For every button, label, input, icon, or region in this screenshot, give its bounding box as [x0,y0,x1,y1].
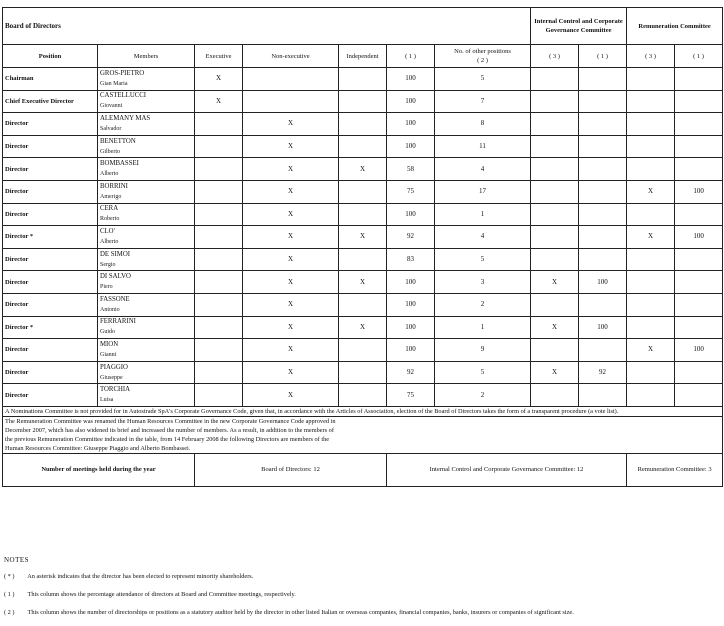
other-positions-cell: 17 [435,180,531,203]
independent-cell [339,339,387,362]
executive-header: Executive [195,45,243,68]
board-of-directors-table [2,7,723,487]
non-executive-cell: X [243,180,339,203]
independent-cell: X [339,226,387,249]
non-executive-cell: X [243,226,339,249]
member-surname: CASTELLUCCI [100,92,147,100]
executive-cell [195,180,243,203]
position-cell: Chief Executive Director [3,90,98,113]
member-given-name: Luisa [100,397,114,404]
member-given-name: Giovanni [100,103,123,110]
attendance-cell: 100 [387,271,435,294]
ic-attendance-cell: 100 [579,271,627,294]
ic-attendance-cell [579,135,627,158]
independent-cell [339,90,387,113]
ic-membership-cell [531,68,579,91]
rem-membership-cell [627,113,675,136]
attendance-cell: 100 [387,90,435,113]
member-given-name: Antonio [100,306,120,313]
position-cell: Director [3,135,98,158]
remuneration-note-line: December 2007, which has also widened its brief and increased the number of members. As a result, in addition to the members of [5,426,334,434]
position-cell: Director * [3,316,98,339]
member-cell [98,203,195,226]
ic-membership-cell [531,180,579,203]
rem-attendance-header: ( 1 ) [675,45,723,68]
member-given-name: Salvador [100,125,122,132]
director-row [3,248,723,271]
rem-membership-cell [627,135,675,158]
rem-attendance-cell [675,361,723,384]
director-row [3,316,723,339]
other-positions-cell: 9 [435,339,531,362]
rem-attendance-cell [675,384,723,407]
attendance-cell: 100 [387,203,435,226]
non-executive-cell: X [243,135,339,158]
executive-cell [195,293,243,316]
independent-cell [339,203,387,226]
ic-membership-cell: X [531,271,579,294]
executive-cell [195,316,243,339]
rem-attendance-cell [675,135,723,158]
member-cell [98,68,195,91]
member-cell [98,180,195,203]
note-1 [4,590,720,599]
remuneration-note-line: Human Resources Committee: Giuseppe Piaggio and Alberto Bombassei. [5,444,191,452]
rem-membership-cell [627,384,675,407]
director-row [3,384,723,407]
remuneration-note-line: The Remuneration Committee was renamed the Human Resources Committee in the new Corporate Governance Code approved in [5,417,336,425]
position-cell: Director [3,361,98,384]
attendance-cell: 100 [387,113,435,136]
non-executive-cell: X [243,384,339,407]
director-row [3,135,723,158]
position-cell: Director [3,203,98,226]
member-cell [98,271,195,294]
ic-membership-cell [531,158,579,181]
member-given-name: Gianni [100,351,117,358]
position-cell: Director [3,293,98,316]
position-cell: Chairman [3,68,98,91]
member-cell [98,226,195,249]
other-positions-cell: 1 [435,203,531,226]
attendance-cell: 100 [387,293,435,316]
rem-attendance-cell [675,316,723,339]
notes-section [4,556,720,626]
ic-attendance-cell [579,203,627,226]
rem-membership-cell [627,248,675,271]
non-executive-cell [243,90,339,113]
member-surname: FASSONE [100,295,130,303]
ic-membership-cell: X [531,316,579,339]
non-executive-cell: X [243,339,339,362]
rem-attendance-cell [675,158,723,181]
attendance-cell: 83 [387,248,435,271]
other-positions-header-line1: No. of other positions [454,48,511,55]
rem-attendance-cell [675,293,723,316]
board-meetings: Board of Directors: 12 [195,453,387,486]
independent-cell [339,135,387,158]
member-cell [98,339,195,362]
rem-membership-cell [627,293,675,316]
independent-cell: X [339,271,387,294]
executive-cell [195,113,243,136]
position-cell: Director [3,339,98,362]
position-cell: Director [3,158,98,181]
attendance-cell: 75 [387,180,435,203]
rem-attendance-cell [675,248,723,271]
ic-membership-cell [531,113,579,136]
independent-cell: X [339,316,387,339]
executive-cell [195,226,243,249]
other-positions-cell: 8 [435,113,531,136]
rem-membership-cell [627,361,675,384]
member-cell [98,135,195,158]
non-executive-cell: X [243,316,339,339]
independent-cell [339,113,387,136]
remuneration-note [3,416,723,453]
notes-title: NOTES [4,556,30,564]
ic-attendance-cell [579,90,627,113]
director-row [3,293,723,316]
rem-attendance-cell: 100 [675,180,723,203]
member-surname: CERA [100,205,119,213]
member-given-name: Guido [100,329,115,336]
director-row [3,361,723,384]
ic-attendance-cell [579,293,627,316]
rem-membership-cell: X [627,339,675,362]
other-positions-cell: 5 [435,248,531,271]
meetings-label: Number of meetings held during the year [3,453,195,486]
ic-attendance-cell [579,158,627,181]
executive-cell [195,203,243,226]
internal-control-committee-title: Internal Control and Corporate Governance Committee [531,8,627,45]
rem-attendance-cell: 100 [675,226,723,249]
executive-cell [195,384,243,407]
note-mark: ( 1 ) [4,591,15,598]
attendance-cell: 58 [387,158,435,181]
member-surname: BOMBASSEI [100,160,139,168]
director-row [3,90,723,113]
remuneration-note-line: the previous Remuneration Committee indicated in the table, from 14 February 2008 the following Directors are members of the [5,435,330,443]
director-row [3,339,723,362]
non-executive-cell: X [243,158,339,181]
ic-attendance-cell: 100 [579,316,627,339]
member-surname: DE SIMOI [100,250,131,258]
members-header: Members [98,45,195,68]
other-positions-cell: 4 [435,226,531,249]
table-title-row [3,8,723,45]
ic-membership-cell [531,226,579,249]
rem-attendance-cell [675,68,723,91]
rem-attendance-cell [675,113,723,136]
attendance-header: ( 1 ) [387,45,435,68]
member-surname: BORRINI [100,182,128,190]
member-given-name: Amerigo [100,193,122,200]
ic-membership-cell [531,203,579,226]
note-text: This column shows the number of directorships or positions as a statutory auditor held by the director in other listed Italian or overseas companies, financial companies, banks, insurers or companies of significant size. [27,609,574,616]
other-positions-cell: 3 [435,271,531,294]
member-given-name: Roberto [100,216,120,223]
non-executive-header: Non-executive [243,45,339,68]
note-mark: ( * ) [4,573,15,580]
member-surname: PIAGGIO [100,363,128,371]
member-surname: GROS-PIETRO [100,69,145,77]
member-cell [98,361,195,384]
position-header: Position [3,45,98,68]
member-cell [98,384,195,407]
member-surname: ALEMANY MAS [100,114,151,122]
other-positions-cell: 7 [435,90,531,113]
member-surname: CLO' [100,227,115,235]
attendance-cell: 100 [387,135,435,158]
executive-cell [195,135,243,158]
ic-attendance-cell: 92 [579,361,627,384]
other-positions-cell: 2 [435,384,531,407]
rem-attendance-cell [675,90,723,113]
attendance-cell: 75 [387,384,435,407]
meetings-row [3,453,723,486]
rem-membership-cell [627,271,675,294]
director-row [3,271,723,294]
member-cell [98,316,195,339]
independent-cell [339,293,387,316]
executive-cell [195,271,243,294]
attendance-cell: 92 [387,226,435,249]
non-executive-cell: X [243,361,339,384]
member-surname: BENETTON [100,137,136,145]
note-asterisk [4,572,720,581]
director-row [3,158,723,181]
rem-membership-header: ( 3 ) [627,45,675,68]
ic-attendance-cell [579,226,627,249]
position-cell: Director [3,248,98,271]
member-cell [98,248,195,271]
member-given-name: Sergio [100,261,116,268]
director-row [3,68,723,91]
independent-cell [339,248,387,271]
rem-membership-cell [627,68,675,91]
attendance-cell: 100 [387,68,435,91]
other-positions-cell: 2 [435,293,531,316]
director-row [3,226,723,249]
position-cell: Director [3,113,98,136]
ic-attendance-cell [579,180,627,203]
member-surname: FERRARINI [100,318,136,326]
member-given-name: Alberto [100,238,119,245]
member-given-name: Giuseppe [100,374,123,381]
position-cell: Director [3,271,98,294]
ic-membership-cell: X [531,361,579,384]
note-mark: ( 2 ) [4,609,15,616]
executive-cell: X [195,68,243,91]
rem-membership-cell [627,316,675,339]
member-cell [98,113,195,136]
position-cell: Director * [3,226,98,249]
executive-cell [195,339,243,362]
position-cell: Director [3,384,98,407]
non-executive-cell: X [243,113,339,136]
rem-membership-cell: X [627,180,675,203]
executive-cell [195,158,243,181]
other-positions-cell: 4 [435,158,531,181]
rem-membership-cell [627,90,675,113]
internal-control-meetings: Internal Control and Corporate Governance Committee: 12 [387,453,627,486]
attendance-cell: 92 [387,361,435,384]
ic-attendance-cell [579,113,627,136]
independent-cell [339,180,387,203]
member-given-name: Gian Maria [100,80,128,87]
ic-membership-cell [531,248,579,271]
rem-attendance-cell [675,203,723,226]
independent-cell [339,384,387,407]
note-2 [4,608,720,617]
rem-attendance-cell: 100 [675,339,723,362]
independent-cell [339,361,387,384]
member-cell [98,158,195,181]
other-positions-cell: 11 [435,135,531,158]
member-surname: TORCHIA [100,386,131,394]
other-positions-cell: 5 [435,68,531,91]
executive-cell: X [195,90,243,113]
board-title: Board of Directors [3,8,531,45]
director-row [3,180,723,203]
non-executive-cell: X [243,271,339,294]
ic-membership-cell [531,293,579,316]
remuneration-note-row [3,416,723,453]
ic-membership-cell [531,90,579,113]
non-executive-cell [243,68,339,91]
member-surname: DI SALVO [100,273,131,281]
column-header-row [3,45,723,68]
rem-membership-cell [627,203,675,226]
member-given-name: Alberto [100,171,119,178]
rem-membership-cell: X [627,226,675,249]
independent-header: Independent [339,45,387,68]
ic-attendance-cell [579,339,627,362]
rem-membership-cell [627,158,675,181]
rem-attendance-cell [675,271,723,294]
other-positions-header [435,45,531,68]
nominations-note: A Nominations Committee is not provided for in Autostrade SpA's Corporate Governance Code, given that, in accordance with the Articles of Association, election of the Board of Directors takes the form of a transparent procedure (a vote list). [3,406,723,416]
executive-cell [195,248,243,271]
ic-membership-cell [531,339,579,362]
remuneration-committee-title: Remuneration Committee [627,8,723,45]
member-given-name: Piero [100,284,113,291]
non-executive-cell: X [243,203,339,226]
ic-attendance-cell [579,248,627,271]
ic-membership-cell [531,135,579,158]
ic-attendance-cell [579,68,627,91]
member-surname: MION [100,340,119,348]
independent-cell: X [339,158,387,181]
note-text: An asterisk indicates that the director has been elected to represent minority shareholders. [27,573,254,580]
attendance-cell: 100 [387,316,435,339]
ic-membership-cell [531,384,579,407]
independent-cell [339,68,387,91]
director-row [3,113,723,136]
other-positions-header-line2: ( 2 ) [477,57,488,64]
ic-attendance-cell [579,384,627,407]
executive-cell [195,361,243,384]
other-positions-cell: 1 [435,316,531,339]
member-cell [98,293,195,316]
director-row [3,203,723,226]
ic-attendance-header: ( 1 ) [579,45,627,68]
non-executive-cell: X [243,248,339,271]
other-positions-cell: 5 [435,361,531,384]
remuneration-meetings: Remuneration Committee: 3 [627,453,723,486]
position-cell: Director [3,180,98,203]
nominations-note-row [3,406,723,416]
attendance-cell: 100 [387,339,435,362]
note-text: This column shows the percentage attendance of directors at Board and Committee meetings, respectively. [27,591,296,598]
member-given-name: Gilberto [100,148,120,155]
member-cell [98,90,195,113]
non-executive-cell: X [243,293,339,316]
ic-membership-header: ( 3 ) [531,45,579,68]
